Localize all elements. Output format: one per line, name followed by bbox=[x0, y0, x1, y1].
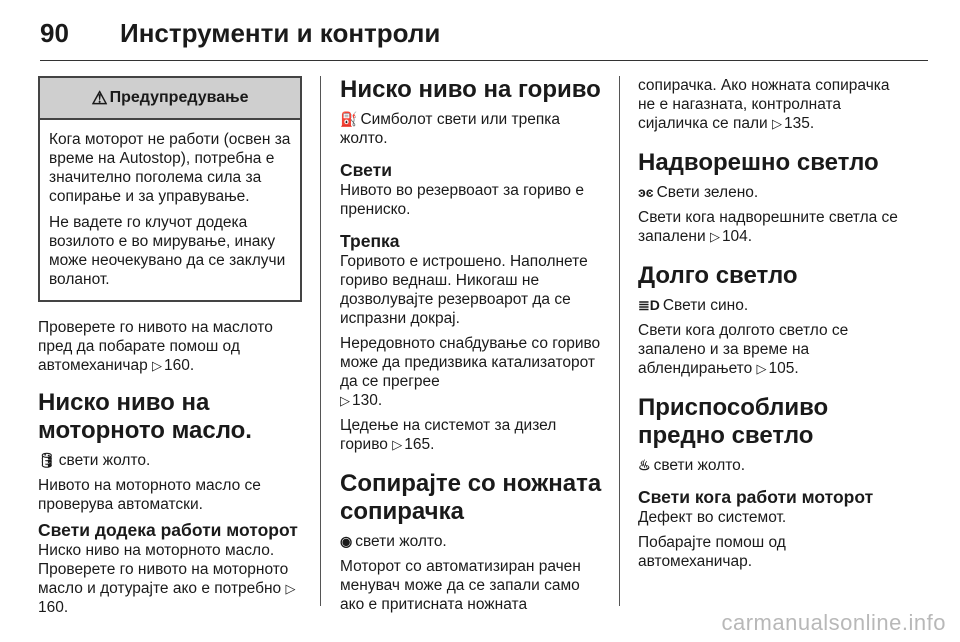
heading-adaptive-light: Приспособливо предно светло bbox=[638, 394, 829, 449]
column-divider-2 bbox=[619, 76, 620, 606]
high-beam-paragraph: Свети кога долгото светло се запалено и за време на аблендирањето ▷ 105. bbox=[638, 322, 849, 377]
adaptive-light-line: ♨ свети жолто. bbox=[638, 457, 746, 474]
brake-light-line: ◉ свети жолто. bbox=[340, 533, 447, 550]
fault-paragraph: Дефект во системот. bbox=[638, 509, 787, 526]
page-ref-arrow-icon: ▷ bbox=[756, 361, 767, 376]
high-beam-icon: ≣D bbox=[638, 297, 660, 313]
heading-apply-foot-brake: Сопирајте со ножната сопирачка bbox=[340, 470, 602, 525]
high-beam-line: ≣D Свети сино. bbox=[638, 297, 749, 314]
help-paragraph: Побарајте помош од автомеханичар. bbox=[638, 534, 786, 570]
heading-lit: Свети bbox=[340, 160, 392, 180]
watermark: carmanualsonline.info bbox=[721, 610, 946, 635]
heading-exterior-light: Надворешно светло bbox=[638, 149, 879, 176]
fuel-symbol-paragraph: ⛽ Симболот свети или трепка жолто. bbox=[340, 111, 560, 147]
warning-header bbox=[40, 78, 300, 120]
warning-title: Предупредување bbox=[109, 89, 249, 106]
heading-flashing: Трепка bbox=[340, 231, 400, 251]
page-ref: 130. bbox=[352, 392, 383, 409]
warning-body bbox=[40, 120, 300, 300]
column-1 bbox=[38, 76, 302, 623]
heading-lit-engine-running: Свети кога работи моторот bbox=[638, 487, 874, 507]
page-ref: 165. bbox=[404, 436, 435, 453]
exterior-light-icon: ͽͼ bbox=[638, 184, 654, 200]
page-ref: 104. bbox=[721, 228, 753, 245]
heading-low-oil: Ниско ниво на моторното масло. bbox=[38, 389, 252, 444]
page-ref: 105. bbox=[768, 360, 799, 377]
page-ref-arrow-icon: ▷ bbox=[340, 393, 350, 408]
warning-paragraph-1: Кога моторот не работи (освен за време на Autostop), потребна е значително поголема сила за сопирање и за управување. bbox=[49, 131, 291, 205]
page-number: 90 bbox=[40, 18, 69, 48]
brake-continued-paragraph: сопирачка. Ако ножната сопирачка не е нагазната, контролната сијаличка се пали ▷ 135. bbox=[638, 77, 890, 132]
ext-light-line: ͽͼ Свети зелено. bbox=[638, 184, 759, 201]
warning-paragraph-2: Не вадете го клучот додека возилото е во мирување, инаку може неочекувано да се заклучи воланот. bbox=[49, 214, 286, 288]
column-3 bbox=[638, 76, 900, 577]
fuel-pump-icon: ⛽ bbox=[340, 111, 358, 127]
irregular-fuel-paragraph: Нередовното снабдување со гориво може да предизвика катализаторот да се прегрее ▷ 130. bbox=[340, 335, 601, 409]
adaptive-headlight-icon: ♨ bbox=[638, 457, 651, 473]
page-ref-arrow-icon: ▷ bbox=[709, 229, 720, 244]
page-header bbox=[40, 14, 920, 58]
lit-oil-paragraph: Ниско ниво на моторното масло. Проверете го нивото на моторното масло и дотурајте ако е потребно ▷160. bbox=[38, 542, 296, 616]
brake-warning-icon: ◉ bbox=[340, 533, 353, 549]
heading-low-fuel: Ниско ниво на гориво bbox=[340, 76, 601, 103]
heading-high-beam: Долго светло bbox=[638, 262, 798, 289]
heading-lit-engine-running: Свети додека работи моторот bbox=[38, 520, 298, 540]
oil-light-line: 🛢 свети жолто. bbox=[38, 452, 151, 469]
oil-can-icon: 🛢 bbox=[38, 452, 56, 468]
check-oil-paragraph: Проверете го нивото на маслото пред да побарате помош од автомеханичар ▷ 160. bbox=[38, 319, 273, 374]
column-2 bbox=[340, 76, 602, 620]
diesel-bleed-paragraph: Цедење на системот за дизел гориво ▷ 165. bbox=[340, 417, 557, 453]
page-ref-arrow-icon: ▷ bbox=[285, 581, 296, 596]
warning-box bbox=[38, 76, 302, 302]
page-ref-arrow-icon: ▷ bbox=[772, 116, 783, 131]
page-ref: 160. bbox=[164, 357, 195, 374]
page-ref: 135. bbox=[784, 115, 815, 132]
column-divider-1 bbox=[320, 76, 321, 606]
fuel-empty-paragraph: Горивото е истрошено. Наполнете гориво веднаш. Никогаш не дозволувајте резервоарот да се испразни докрај. bbox=[340, 253, 588, 327]
brake-paragraph: Моторот со автоматизиран рачен менувач може да се запали само ако е притисната ножната bbox=[340, 558, 581, 613]
page-ref-arrow-icon: ▷ bbox=[392, 437, 403, 452]
page-ref-arrow-icon: ▷ bbox=[152, 358, 163, 373]
header-rule bbox=[40, 60, 928, 61]
chapter-title: Инструменти и контроли bbox=[120, 18, 441, 48]
warning-triangle-icon: ⚠ bbox=[91, 88, 108, 108]
fuel-low-paragraph: Нивото во резервоаот за гориво е прениско. bbox=[340, 182, 584, 218]
oil-auto-paragraph: Нивото на моторното масло се проверува автоматски. bbox=[38, 477, 261, 513]
page-ref: 160. bbox=[38, 599, 69, 616]
ext-light-paragraph: Свети кога надворешните светла се запалени ▷ 104. bbox=[638, 209, 898, 245]
